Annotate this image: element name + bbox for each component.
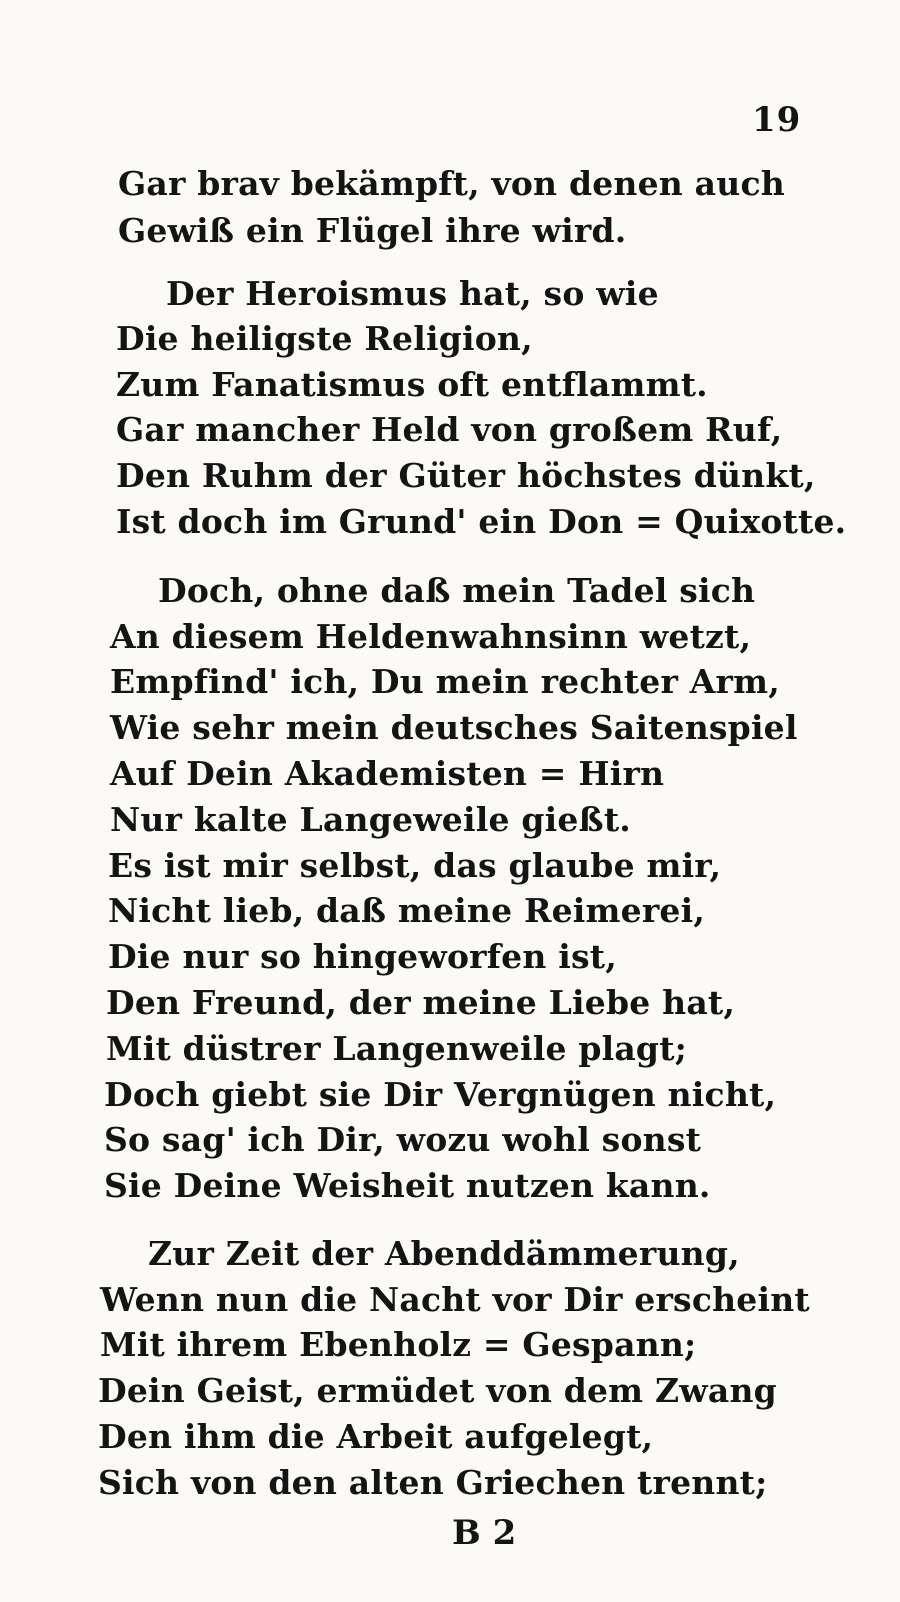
poem-line: Mit düstrer Langenweile plagt; [106,1029,688,1068]
poem-line: Sich von den alten Griechen trennt; [98,1463,768,1502]
poem-line: Auf Dein Akademisten = Hirn [110,754,665,793]
poem-line: Gewiß ein Flügel ihre wird. [118,211,627,250]
poem-line: Sie Deine Weisheit nutzen kann. [104,1166,711,1205]
poem-line: Gar mancher Held von großem Ruf, [116,410,783,449]
poem-line: Nur kalte Langeweile gießt. [110,800,631,839]
poem-line: Dein Geist, ermüdet von dem Zwang [98,1371,777,1410]
poem-line: Wie sehr mein deutsches Saitenspiel [110,708,798,747]
poem-line: Den Freund, der meine Liebe hat, [106,983,736,1022]
poem-line: Doch giebt sie Dir Vergnügen nicht, [104,1075,777,1114]
poem-line: Es ist mir selbst, das glaube mir, [108,846,722,885]
poem-line: Der Heroismus hat, so wie [166,274,659,313]
poem-line: Wenn nun die Nacht vor Dir erscheint [100,1280,810,1319]
poem-line: Doch, ohne daß mein Tadel sich [158,571,756,610]
poem-line: So sag' ich Dir, wozu wohl sonst [104,1120,702,1159]
poem-line: Gar brav bekämpft, von denen auch [118,164,785,203]
poem-line: Zur Zeit der Abenddämmerung, [148,1234,740,1273]
poem-line: An diesem Heldenwahnsinn wetzt, [110,617,752,656]
poem-line: Die nur so hingeworfen ist, [108,937,617,976]
page-number: 19 [752,100,802,140]
poem-line: Den Ruhm der Güter höchstes dünkt, [116,456,816,495]
poem-line: Mit ihrem Ebenholz = Gespann; [100,1325,697,1364]
poem-line: Nicht lieb, daß meine Reimerei, [108,891,706,930]
poem-line: Ist doch im Grund' ein Don = Quixotte. [116,502,847,541]
poem-line: Die heiligste Religion, [116,319,533,358]
printer-signature-mark: B 2 [452,1513,517,1553]
poem-line: Zum Fanatismus oft entflammt. [116,365,708,404]
poem-line: Den ihm die Arbeit aufgelegt, [98,1417,654,1456]
poem-line: Empfind' ich, Du mein rechter Arm, [110,662,780,701]
